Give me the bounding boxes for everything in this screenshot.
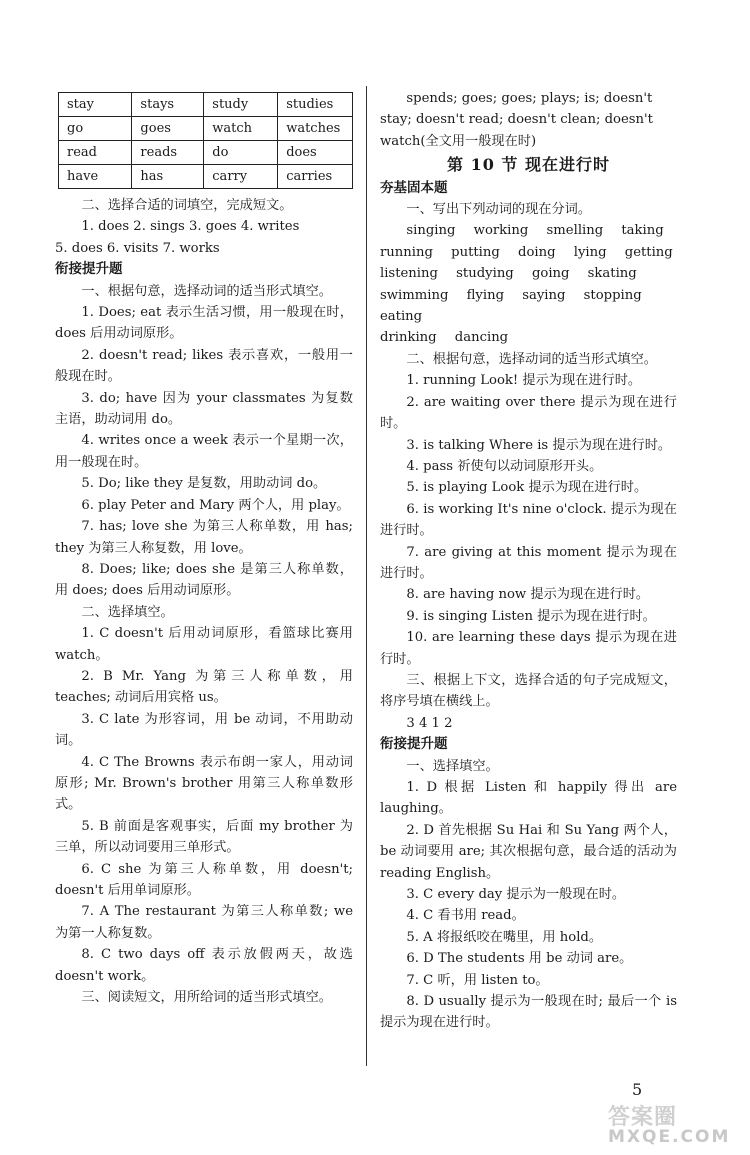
watermark-logo-text: 答案圈 xyxy=(608,1105,678,1130)
paragraph: 二、选择填空。 xyxy=(81,604,174,620)
paragraph: 二、选择合适的词填空，完成短文。 xyxy=(81,198,293,213)
paragraph: 3. C late 为形容词，用 be 动词，不用助动词。 xyxy=(55,711,353,749)
table-cell: stays xyxy=(132,93,204,117)
paragraph: 2. doesn't read; likes 表示喜欢，一般用一般现在时。 xyxy=(55,347,353,385)
paragraph: 1. Does; eat 表示生活习惯，用一般现在时，does 后用动词原形。 xyxy=(55,305,353,342)
paragraph: 5. A 将报纸咬在嘴里，用 hold。 xyxy=(406,929,603,945)
paragraph: 5. does 6. visits 7. works xyxy=(55,240,220,256)
section-title: 第 10 节 现在进行时 xyxy=(447,155,610,175)
table-cell: watches xyxy=(278,117,353,141)
paragraph: 二、根据句意，选择动词的适当形式填空。 xyxy=(406,351,657,367)
paragraph: 7. has; love she 为第三人称单数，用 has; they 为第三人称复数，用 love。 xyxy=(55,519,353,556)
paragraph: 3. is talking Where is 提示为现在进行时。 xyxy=(406,437,672,453)
participle-row: running putting doing lying getting xyxy=(380,244,673,260)
paragraph: 一、选择填空。 xyxy=(406,758,499,774)
table-cell: read xyxy=(59,141,132,165)
paragraph: 8. are having now 提示为现在进行时。 xyxy=(406,587,650,603)
table-cell: carry xyxy=(204,165,278,189)
paragraph: 4. writes once a week 表示一个星期一次，用一般现在时。 xyxy=(55,433,353,470)
paragraph: 1. does 2. sings 3. goes 4. writes xyxy=(81,219,300,235)
paragraph: 5. B 前面是客观事实，后面 my brother 为三单，所以动词要用三单形式。 xyxy=(55,818,353,856)
paragraph: 7. A The restaurant 为第三人称单数; we 为第一人称复数。 xyxy=(55,904,353,941)
left-column xyxy=(55,88,353,1008)
paragraph: 6. is working It's nine o'clock. 提示为现在进行时。 xyxy=(380,501,677,539)
paragraph: 5. Do; like they 是复数，用助动词 do。 xyxy=(81,476,327,492)
table-cell: study xyxy=(204,93,278,117)
paragraph: 7. C 听，用 listen to。 xyxy=(406,972,549,988)
section-heading: 衔接提升题 xyxy=(55,261,123,278)
table-cell: carries xyxy=(278,165,353,189)
paragraph: 1. running Look! 提示为现在进行时。 xyxy=(406,373,642,389)
table-row xyxy=(59,141,353,165)
paragraph: 2. B Mr. Yang 为第三人称单数，用 teaches; 动词后用宾格 us。 xyxy=(55,668,353,706)
column-divider xyxy=(366,86,367,1066)
table-row xyxy=(59,165,353,189)
paragraph: 2. are waiting over there 提示为现在进行时。 xyxy=(380,394,677,432)
paragraph: 8. Does; like; does she 是第三人称单数，用 does; does 后用动词原形。 xyxy=(55,561,353,599)
table-cell: does xyxy=(278,141,353,165)
table-cell: stay xyxy=(59,93,132,117)
paragraph: 一、写出下列动词的现在分词。 xyxy=(406,202,592,218)
paragraph: 6. D The students 用 be 动词 are。 xyxy=(406,951,633,967)
paragraph: 2. D 首先根据 Su Hai 和 Su Yang 两个人，be 动词要用 are; 其次根据句意，最合适的活动为 reading English。 xyxy=(380,822,677,881)
paragraph: 3. do; have 因为 your classmates 为复数主语，助动词用 do。 xyxy=(55,390,353,428)
participle-row: listening studying going skating xyxy=(380,266,637,282)
table-cell: studies xyxy=(278,93,353,117)
page-number: 5 xyxy=(632,1080,643,1099)
paragraph: spends; goes; goes; plays; is; doesn't xyxy=(406,91,653,106)
paragraph: 三、阅读短文，用所给词的适当形式填空。 xyxy=(81,990,332,1006)
table-cell: go xyxy=(59,117,132,141)
paragraph: 3 4 1 2 xyxy=(406,715,453,731)
table-cell: have xyxy=(59,165,132,189)
paragraph: watch(全文用一般现在时) xyxy=(380,133,537,149)
table-row xyxy=(59,93,353,117)
table-cell: watch xyxy=(204,117,278,141)
paragraph: 8. C two days off 表示放假两天，故选 doesn't work。 xyxy=(55,947,353,984)
paragraph: stay; doesn't read; doesn't clean; doesn't xyxy=(380,112,653,128)
table-cell: goes xyxy=(132,117,204,141)
paragraph: 4. C The Browns 表示布朗一家人，用动词原形; Mr. Brown's brother 用第三人称单数形式。 xyxy=(55,754,353,813)
table-cell: has xyxy=(132,165,204,189)
section-heading: 衔接提升题 xyxy=(380,736,448,753)
paragraph: 一、根据句意，选择动词的适当形式填空。 xyxy=(81,283,332,299)
paragraph: 6. C she 为第三人称单数，用 doesn't; doesn't 后用单词原形。 xyxy=(55,861,353,898)
paragraph: 5. is playing Look 提示为现在进行时。 xyxy=(406,480,648,496)
paragraph: 1. C doesn't 后用动词原形，看篮球比赛用 watch。 xyxy=(55,626,353,663)
paragraph: 4. pass 祈使句以动词原形开头。 xyxy=(406,458,603,474)
paragraph: 7. are giving at this moment 提示为现在进行时。 xyxy=(380,544,677,581)
table-cell: reads xyxy=(132,141,204,165)
participle-row: drinking dancing xyxy=(380,330,509,346)
right-column xyxy=(380,88,677,1034)
participle-row: singing working smelling taking xyxy=(406,223,664,239)
paragraph: 6. play Peter and Mary 两个人，用 play。 xyxy=(81,497,350,513)
watermark-logo xyxy=(608,1100,730,1147)
paragraph: 3. C every day 提示为一般现在时。 xyxy=(406,887,626,903)
participle-row: swimming flying saying stopping eating xyxy=(380,287,642,325)
table-cell: do xyxy=(204,141,278,165)
paragraph: 9. is singing Listen 提示为现在进行时。 xyxy=(406,608,656,624)
paragraph: 4. C 看书用 read。 xyxy=(406,908,525,924)
verb-forms-table xyxy=(58,92,353,189)
paragraph: 8. D usually 提示为一般现在时; 最后一个 is 提示为现在进行时。 xyxy=(380,994,677,1031)
paragraph: 10. are learning these days 提示为现在进行时。 xyxy=(380,630,677,667)
paragraph: 三、根据上下文，选择合适的句子完成短文，将序号填在横线上。 xyxy=(380,672,677,710)
table-row xyxy=(59,117,353,141)
paragraph: 1. D 根据 Listen 和 happily 得出 are laughing。 xyxy=(380,780,677,817)
basic-heading: 夯基固本题 xyxy=(380,179,448,196)
watermark-url: MXQE.COM xyxy=(608,1127,731,1147)
participle-list xyxy=(380,220,677,348)
